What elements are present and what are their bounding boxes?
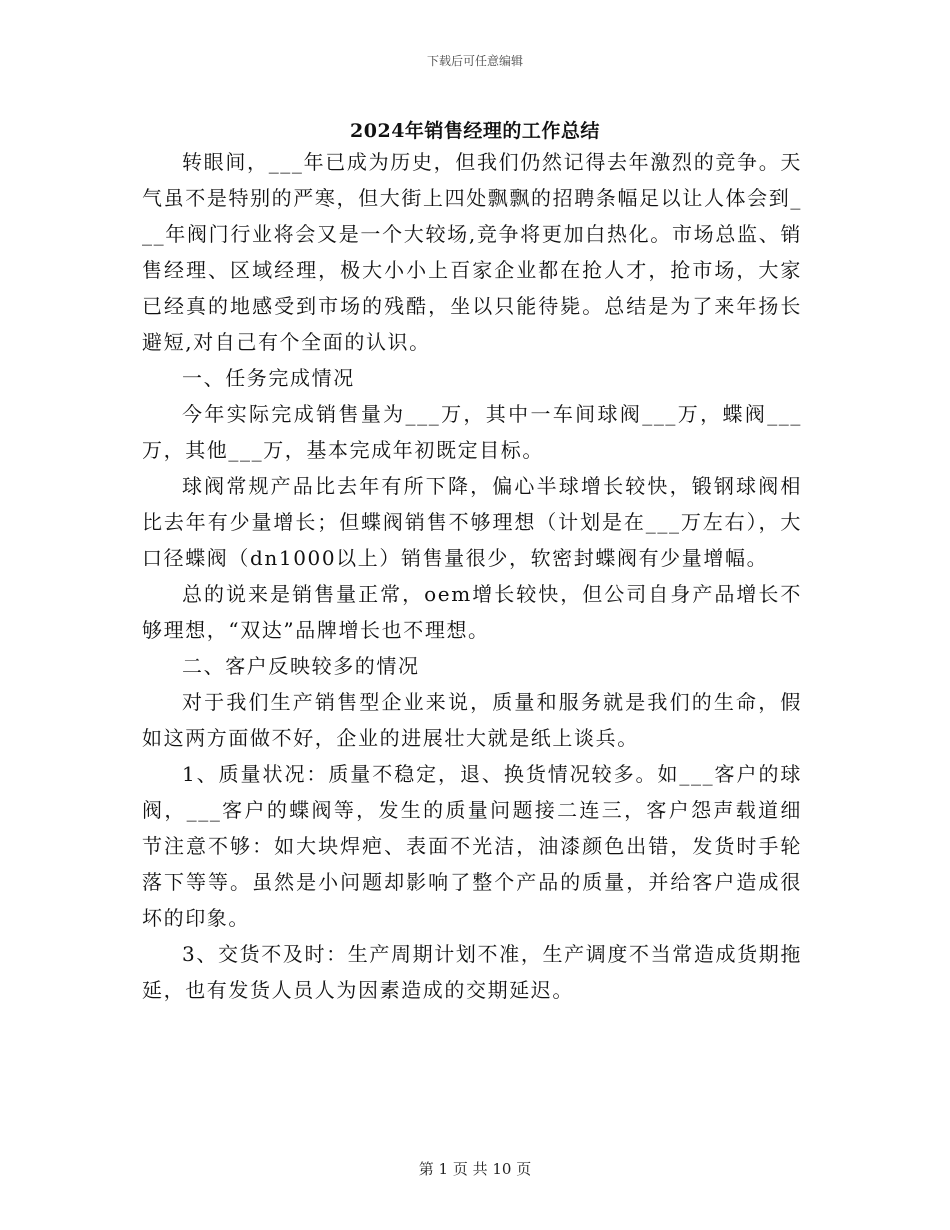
paragraph-product-analysis: 球阀常规产品比去年有所下降，偏心半球增长较快，锻钢球阀相比去年有少量增长；但蝶阀销售不够理想（计划是在___万左右），大口径蝶阀（dn1000以上）销售量很少，软密封蝶阀有少量增幅。 bbox=[142, 474, 802, 570]
document-title: 2024年销售经理的工作总结 bbox=[350, 120, 600, 142]
page-header-note: 下载后可任意编辑 bbox=[426, 54, 523, 68]
paragraph-quality-service: 对于我们生产销售型企业来说，质量和服务就是我们的生命，假如这两方面做不好，企业的进展壮大就是纸上谈兵。 bbox=[142, 690, 802, 750]
paragraph-delivery-delay: 3、交货不及时：生产周期计划不准，生产调度不当常造成货期拖延，也有发货人员人为因素造成的交期延迟。 bbox=[142, 942, 802, 1002]
section-heading-customer-feedback: 二、客户反映较多的情况 bbox=[182, 654, 420, 678]
paragraph-summary: 总的说来是销售量正常，oem增长较快，但公司自身产品增长不够理想，“双达”品牌增长也不理想。 bbox=[142, 582, 802, 642]
paragraph-intro: 转眼间，___年已成为历史，但我们仍然记得去年激烈的竞争。天气虽不是特别的严寒，但大街上四处飘飘的招聘条幅足以让人体会到___年阀门行业将会又是一个大较场,竞争将更加白热化。市场总监、销售经理、区域经理，极大小小上百家企业都在抢人才，抢市场，大家已经真的地感受到市场的残酷，坐以只能待毙。总结是为了来年扬长避短,对自己有个全面的认识。 bbox=[142, 150, 802, 354]
page-number: 第 1 页 共 10 页 bbox=[418, 1160, 532, 1178]
section-heading-task-completion: 一、任务完成情况 bbox=[182, 366, 355, 390]
paragraph-sales-volume: 今年实际完成销售量为___万，其中一车间球阀___万，蝶阀___万，其他___万，基本完成年初既定目标。 bbox=[142, 402, 802, 462]
document-body bbox=[142, 144, 802, 1008]
paragraph-quality-status: 1、质量状况：质量不稳定，退、换货情况较多。如___客户的球阀，___客户的蝶阀等，发生的质量问题接二连三，客户怨声载道细节注意不够：如大块焊疤、表面不光洁，油漆颜色出错，发货时手轮落下等等。虽然是小问题却影响了整个产品的质量，并给客户造成很坏的印象。 bbox=[142, 762, 802, 930]
